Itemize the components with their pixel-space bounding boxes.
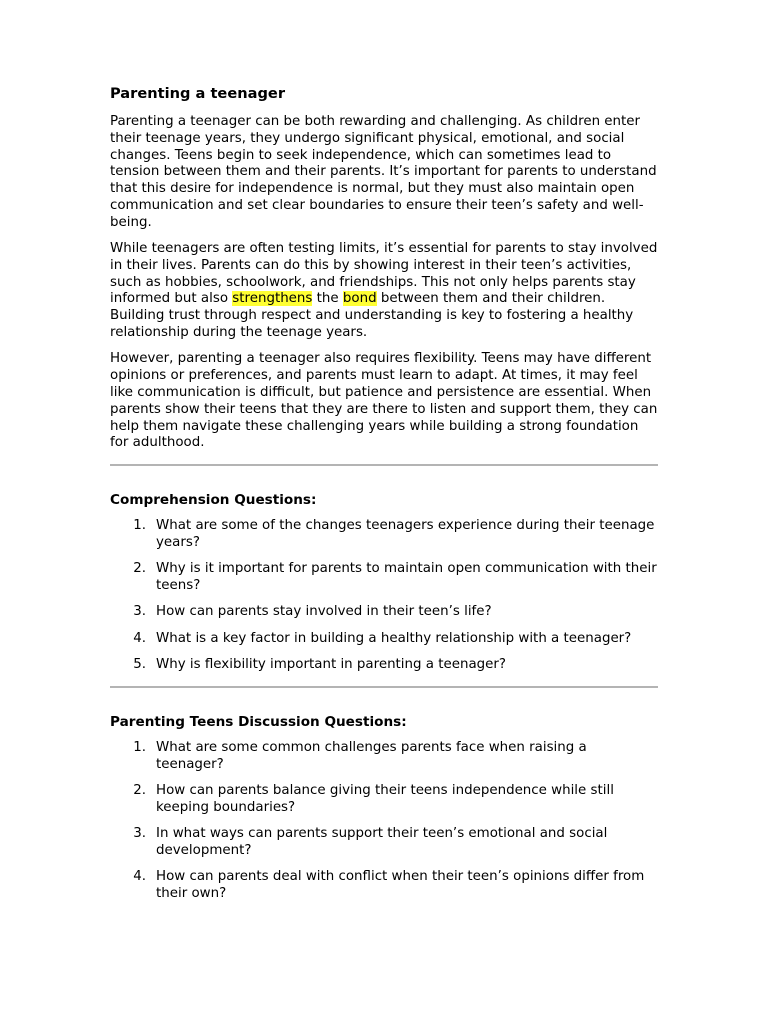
list-item <box>110 869 658 903</box>
list-item <box>110 604 658 621</box>
list-number: 1. <box>133 518 146 534</box>
list-item <box>110 631 658 648</box>
highlighted-word: strengthens <box>232 291 313 307</box>
list-item <box>110 740 658 774</box>
list-number: 3. <box>133 604 146 620</box>
list-number: 5. <box>133 656 146 672</box>
document-title: Parenting a teenager <box>110 85 286 102</box>
list-item <box>110 783 658 817</box>
list-item <box>110 657 658 674</box>
discussion-heading: Parenting Teens Discussion Questions: <box>110 713 407 730</box>
discussion-list <box>110 740 658 903</box>
highlighted-word: bond <box>342 291 377 307</box>
question-text: In what ways can parents support their teen’s emotional and social development? <box>156 825 608 858</box>
question-text: Why is flexibility important in parenting a teenager? <box>156 656 506 672</box>
question-text: Why is it important for parents to maintain open communication with their teens? <box>156 561 657 594</box>
paragraph-text: the <box>312 291 343 307</box>
question-text: What are some of the changes teenagers experience during their teenage years? <box>156 518 655 550</box>
paragraph-text: While teenagers are often testing limits, it’s essential for parents to stay involved in their lives. Parents can do this by showing interest in their teen’s activities, such as hobbies, schoolwork, and friendships. This not only helps parents stay informed but also <box>110 241 658 307</box>
list-number: 2. <box>133 782 146 798</box>
question-text: What is a key factor in building a healthy relationship with a teenager? <box>156 630 632 646</box>
list-number: 3. <box>133 825 146 841</box>
list-number: 2. <box>133 561 146 577</box>
list-item <box>110 561 658 595</box>
question-text: How can parents balance giving their teens independence while still keeping boundaries? <box>156 782 614 815</box>
question-text: How can parents deal with conflict when their teen’s opinions differ from their own? <box>156 869 645 901</box>
list-number: 1. <box>133 739 146 755</box>
paragraph-text: between them and their children. Building trust through respect and understanding is key to fostering a healthy relationship during the teenage years. <box>110 291 634 341</box>
comprehension-heading: Comprehension Questions: <box>110 492 317 509</box>
question-text: What are some common challenges parents face when raising a teenager? <box>156 739 587 772</box>
list-item <box>110 518 658 552</box>
flexibility-paragraph: However, parenting a teenager also requires flexibility. Teens may have different opinions or preferences, and parents must learn to adapt. At times, it may feel like communication is difficult, but patience and persistence are essential. When parents show their teens that they are there to listen and support them, they can help them navigate these challenging years while building a strong foundation for adulthood. <box>110 351 658 451</box>
section-divider <box>110 464 658 466</box>
comprehension-list <box>110 518 658 674</box>
list-number: 4. <box>133 869 146 884</box>
list-item <box>110 826 658 860</box>
section-divider <box>110 686 658 688</box>
document-page <box>110 84 658 912</box>
question-text: How can parents stay involved in their teen’s life? <box>156 604 492 620</box>
involvement-paragraph <box>110 241 658 342</box>
list-number: 4. <box>133 630 146 646</box>
intro-paragraph: Parenting a teenager can be both rewarding and challenging. As children enter their teenage years, they undergo significant physical, emotional, and social changes. Teens begin to seek independence, which can sometimes lead to tension between them and their parents. It’s important for parents to understand that this desire for independence is normal, but they must also maintain open communication and set clear boundaries to ensure their teen’s safety and well-being. <box>110 114 657 230</box>
